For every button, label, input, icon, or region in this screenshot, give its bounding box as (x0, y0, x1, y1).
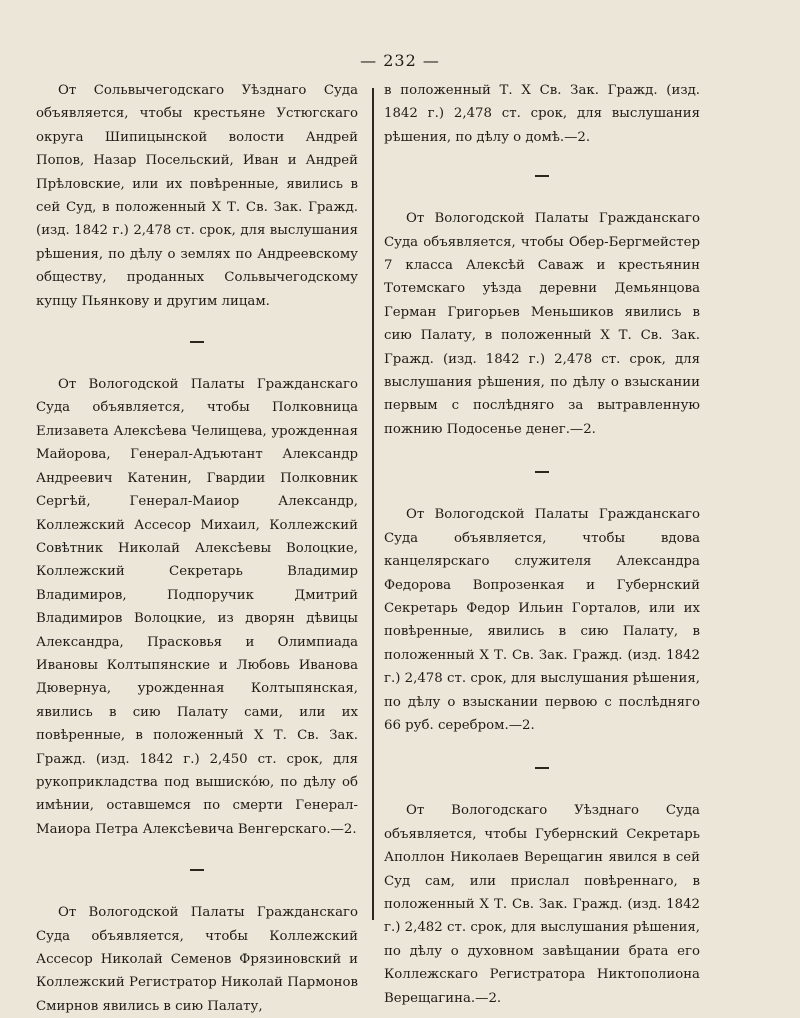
section-divider (535, 175, 549, 177)
notice-text: От Вологодской Палаты Гражданскаго Суда объявляется, чтобы Коллежский Ассесор Николай Семенов Фрязиновский и Коллежский Регистратор Николай Пармонов Смирнов явились в сию Палату, (36, 905, 358, 1014)
notice-text: От Вологодскаго Уѣзднаго Суда объявляется, чтобы Губернский Секретарь Аполлон Николаев Верещагин явился в сей Суд сам, или прислал повѣреннаго, в положенный X Т. Св. Зак. Гражд. (изд. 1842 г.) 2,482 ст. срок, для выслушания рѣшения, по дѣлу о духовном завѣщании брата его Коллежскаго Регистратора Никтополиона Верещагина.—2. (384, 803, 700, 1006)
notice-text: От Вологодской Палаты Гражданскаго Суда объявляется, чтобы вдова канцелярскаго служителя Александра Федорова Вопрозенкая и Губернский Секретарь Федор Ильин Горталов, или их повѣренные, явились в сию Палату, в положенный X Т. Св. Зак. Гражд. (изд. 1842 г.) 2,478 ст. срок, для выслушания рѣшения, по дѣлу о взыскании первою с послѣдняго 66 руб. серебром.—2. (384, 507, 700, 733)
section-divider (535, 767, 549, 769)
left-column (36, 79, 358, 1018)
section-divider (190, 341, 204, 343)
section-divider (190, 869, 204, 871)
notice-text: в положенный Т. X Св. Зак. Гражд. (изд. 1842 г.) 2,478 ст. срок, для выслушания рѣшения, по дѣлу о домѣ.—2. (384, 83, 700, 145)
notice-text: От Вологодской Палаты Гражданскаго Суда объявляется, чтобы Полковница Елизавета Алексѣева Челищева, урожденная Майорова, Генерал-Адъютант Александр Андреевич Катенин, Гвардии Полковник Сергѣй, Генерал-Маиор Александр, Коллежский Ассесор Михаил, Коллежский Совѣтник Николай Алексѣевы Волоцкие, Коллежский Секретарь Владимир Владимиров, Подпоручик Дмитрий Владимиров Волоцкие, из дворян дѣвицы Александра, Прасковья и Олимпиада Ивановы Колтыпянские и Любовь Иванова Дювернуа, урожденная Колтыпянская, явились в сию Палату сами, или их повѣренные, в положенный X Т. Св. Зак. Гражд. (изд. 1842 г.) 2,450 ст. срок, для рукоприкладства под вышиско́ю, по дѣлу об имѣнии, оставшемся по смерти Генерал-Маиора Петра Алексѣевича Венгерскаго.—2. (36, 377, 358, 837)
right-column (384, 79, 700, 1010)
section-divider (535, 471, 549, 473)
notice-text: От Вологодской Палаты Гражданскаго Суда объявляется, чтобы Обер-Бергмейстер 7 класса Алексѣй Саваж и крестьянин Тотемскаго уѣзда деревни Демьянцова Герман Григорьев Меньшиков явились в сию Палату, в положенный X Т. Св. Зак. Гражд. (изд. 1842 г.) 2,478 ст. срок, для выслушания рѣшения, по дѣлу о взыскании первым с послѣдняго за вытравленную пожнию Подосенье денег.—2. (384, 211, 700, 437)
column-rule (372, 88, 374, 920)
page-number: — 232 — (360, 51, 440, 70)
notice-text: От Сольвычегодскаго Уѣзднаго Суда объявляется, чтобы крестьяне Устюгскаго округа Шипицынской волости Андрей Попов, Назар Посельский, Иван и Андрей Прѣловские, или их повѣренные, явились в сей Суд, в положенный X Т. Св. Зак. Гражд. (изд. 1842 г.) 2,478 ст. срок, для выслушания рѣшения, по дѣлу о землях по Андреевскому обществу, проданных Сольвычегодскому купцу Пьянкову и другим лицам. (36, 83, 358, 309)
